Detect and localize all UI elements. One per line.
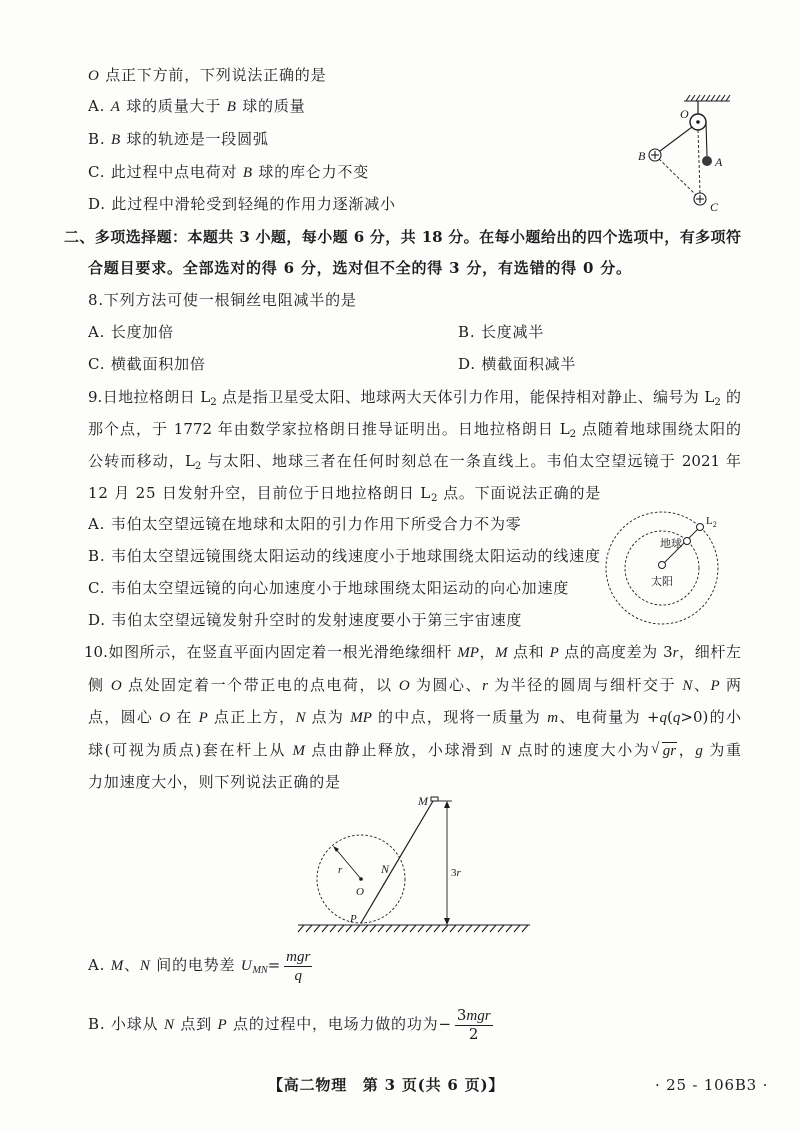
q7-option-b: [88, 128, 269, 150]
text-run: 的: [720, 388, 741, 406]
subscript: 2: [431, 493, 438, 505]
dashed-line-oc: [698, 130, 700, 193]
ball-a: [702, 156, 712, 166]
text-run: 合题目要求。全部选对的得 6 分，选对但不全的得 3 分，有选错的得 0 分。: [88, 259, 632, 277]
text-run: 点为: [305, 708, 351, 726]
label-height: [451, 867, 462, 879]
text-run: 点是指卫星受太阳、地球两大天体引力作用，能保持相对静止、编号为 L: [216, 388, 715, 406]
q9-option-a: [88, 513, 522, 535]
label-l2-letter: L: [706, 515, 713, 527]
text-run: A.: [88, 956, 111, 974]
label-o: O: [680, 107, 689, 121]
label-l2-subscript: 2: [712, 520, 717, 529]
math-variable: A: [110, 99, 121, 115]
text-run: 12 月 25 日发射升空，目前位于日地拉格朗日 L: [88, 484, 432, 502]
fraction: [284, 948, 312, 985]
sun: [659, 562, 666, 569]
text-run: 球(可视为质点)套在杆上从: [88, 741, 293, 759]
label-n: N: [381, 862, 390, 876]
text-run: 与太阳、地球三者在任何时刻总在一条直线上。韦伯太空望远镜于 2021 年: [201, 452, 741, 470]
text-run: 为圆心、: [409, 676, 483, 694]
math-variable: B: [110, 132, 121, 148]
text-run: 点时的速度大小为: [510, 741, 651, 759]
fraction-numerator: [284, 948, 312, 967]
q9-option-b: [88, 545, 601, 567]
math-variable: O: [110, 678, 122, 694]
figure-pulley-charges: [630, 92, 740, 217]
label-height-variable: r: [456, 867, 461, 879]
q10-option-b: [88, 1005, 496, 1043]
section-2-instructions-line-2: [88, 257, 632, 279]
math-variable: r: [672, 645, 679, 661]
label-l2: [706, 515, 717, 529]
label-r: r: [338, 864, 343, 876]
q10-stem-line-1: [84, 641, 741, 663]
text-run: 、电荷量为 +: [558, 708, 660, 726]
math-variable: N: [295, 710, 306, 726]
text-run: 公转而移动，L: [88, 452, 195, 470]
text-run: 点随着地球围绕太阳的: [576, 420, 741, 438]
q9-stem-line-3: [88, 450, 741, 472]
ceiling: [684, 95, 730, 101]
q10-stem-line-4: [88, 739, 741, 761]
text-run: 球的轨迹是一段圆弧: [120, 130, 269, 148]
math-variable: mgr: [286, 948, 311, 965]
math-variable: q: [672, 710, 681, 726]
q8-option-c: [88, 353, 206, 375]
math-variable: P: [549, 645, 559, 661]
text-run: 点由静止释放，小球滑到: [305, 741, 501, 759]
charged-ball-b: [649, 149, 661, 161]
ground: [298, 925, 530, 932]
text-run: 二、多项选择题：本题共 3 小题，每小题 6 分，共 18 分。在每小题给出的四个选项中，有多项符: [64, 228, 741, 246]
text-run: 点和: [507, 643, 550, 661]
q9-stem-line-2: [88, 418, 741, 440]
math-variable: N: [500, 743, 511, 759]
text-run: ，细杆左: [678, 643, 741, 661]
math-variable: N: [163, 1017, 175, 1033]
subscript: 2: [194, 461, 202, 473]
section-2-instructions-line-1: [64, 226, 741, 248]
q9-stem-line-4: [88, 482, 601, 504]
text-run: 为重: [702, 741, 741, 759]
text-run: B. 韦伯太空望远镜围绕太阳运动的线速度小于地球围绕太阳运动的线速度: [88, 547, 601, 565]
text-run: 力加速度大小，则下列说法正确的是: [88, 773, 341, 791]
q7-option-d: [88, 193, 396, 215]
math-variable: MP: [350, 710, 372, 726]
text-run: B. 长度减半: [458, 323, 545, 341]
math-variable: MP: [457, 645, 479, 661]
math-variable: O: [88, 68, 100, 84]
subscript: 2: [569, 429, 577, 441]
math-variable: q: [294, 967, 302, 984]
q9-stem-line-1: [88, 386, 741, 408]
math-variable: P: [198, 710, 208, 726]
text-run: 点正下方前，下列说法正确的是: [99, 66, 327, 84]
text-run: 点到: [174, 1015, 218, 1033]
text-run: 点的过程中，电场力做的功为−: [227, 1015, 452, 1033]
q8-stem: [88, 289, 357, 311]
math-variable: M: [110, 958, 125, 974]
subscript: 2: [714, 397, 721, 409]
text-run: A. 长度加倍: [88, 323, 174, 341]
fraction-denominator: [294, 967, 302, 985]
math-variable: g: [695, 743, 703, 759]
q10-stem-line-2: [88, 674, 741, 696]
q8-option-a: [88, 321, 174, 343]
math-variable: m: [547, 710, 559, 726]
q10-stem-line-3: [88, 706, 741, 728]
text-run: 球的质量: [236, 97, 306, 115]
text-run: 侧: [88, 676, 111, 694]
q10-option-a: [88, 946, 315, 984]
text-run: C. 此过程中点电荷对: [88, 163, 243, 181]
text-run: 8.下列方法可使一根铜丝电阻减半的是: [88, 291, 357, 309]
q10-option-a-text: [88, 956, 282, 977]
math-variable: N: [139, 958, 151, 974]
text-run: 10.如图所示，在竖直平面内固定着一根光滑绝缘细杆: [84, 643, 458, 661]
figure-sun-earth-l2: [598, 505, 733, 635]
text-run: D. 此过程中滑轮受到轻绳的作用力逐渐减小: [88, 195, 396, 213]
text-run: D. 横截面积减半: [458, 355, 577, 373]
q7-option-c: [88, 161, 369, 183]
subscript: 2: [210, 397, 217, 409]
text-run: C. 横截面积加倍: [88, 355, 206, 373]
text-run: ，: [677, 741, 696, 759]
text-run: 点处固定着一个带正电的点电荷，以: [121, 676, 399, 694]
rope-to-b: [660, 127, 692, 151]
text-run: A. 韦伯太空望远镜在地球和太阳的引力作用下所受合力不为零: [88, 515, 522, 533]
text-run: 间的电势差: [150, 956, 241, 974]
text-run: 球的库仑力不变: [252, 163, 369, 181]
earth: [684, 538, 691, 545]
label-sun: 太阳: [651, 576, 673, 588]
point-charge-c: [694, 193, 706, 205]
text-run: 点正上方，: [207, 708, 296, 726]
text-run: B. 小球从: [88, 1015, 164, 1033]
text-run: C. 韦伯太空望远镜的向心加速度小于地球围绕太阳运动的向心加速度: [88, 579, 570, 597]
text-run: 、: [692, 676, 711, 694]
label-height-number: 3: [451, 867, 457, 879]
text-run: 那个点，于 1772 年由数学家拉格朗日推导证明出。日地拉格朗日 L: [88, 420, 570, 438]
q9-option-d: [88, 609, 522, 631]
label-a: A: [715, 155, 723, 169]
math-variable: P: [217, 1017, 228, 1033]
text-run: ，: [478, 643, 496, 661]
text-run: D. 韦伯太空望远镜发射升空时的发射速度要小于第三宇宙速度: [88, 611, 523, 629]
text-run: 、: [124, 956, 140, 974]
text-run: (: [667, 708, 673, 726]
math-variable: B: [226, 99, 237, 115]
text-run: 3: [456, 1006, 467, 1024]
text-run: 球的质量大于: [120, 97, 227, 115]
label-c: C: [710, 200, 719, 214]
q8-option-d: [458, 353, 576, 375]
label-p: P: [350, 913, 357, 925]
footer-code: · 25 - 106B3 ·: [655, 1076, 769, 1094]
label-b: B: [638, 149, 646, 163]
text-run: 2: [468, 1025, 479, 1043]
math-variable: O: [398, 678, 410, 694]
text-run: 两: [719, 676, 741, 694]
text-run: A.: [88, 97, 111, 115]
math-variable: mgr: [466, 1008, 491, 1024]
math-variable: B: [242, 165, 253, 181]
math-variable: N: [682, 678, 693, 694]
fraction-denominator: [469, 1026, 479, 1043]
math-variable: r: [482, 678, 488, 694]
footer-page-info: 【高二物理 第 3 页(共 6 页)】: [268, 1076, 505, 1094]
figure-rod-circle-charge: [290, 788, 540, 938]
text-run: >0)的小: [680, 708, 741, 726]
fraction-numerator: [455, 1007, 493, 1026]
q7-option-a: [88, 95, 305, 117]
q8-option-b: [458, 321, 544, 343]
text-run: 点。下面说法正确的是: [437, 484, 602, 502]
label-m: M: [418, 794, 428, 808]
text-run: B.: [88, 130, 111, 148]
text-run: 9.日地拉格朗日 L: [88, 388, 211, 406]
fraction: [455, 1007, 493, 1043]
l2-point: [697, 524, 704, 531]
q7-stem: [88, 64, 326, 86]
text-run: 点，圆心: [88, 708, 160, 726]
text-run: 在: [170, 708, 199, 726]
math-variable: M: [292, 743, 305, 759]
height-arrow-bottom: [444, 918, 450, 925]
rod-mount: [431, 797, 438, 801]
q9-option-c: [88, 577, 569, 599]
math-variable: P: [710, 678, 720, 694]
math-variable: q: [659, 710, 668, 726]
pulley-axle: [696, 120, 700, 124]
label-earth: 地球: [660, 538, 682, 550]
math-variable: U: [240, 958, 253, 974]
square-root: √ gr: [662, 742, 677, 759]
text-run: =: [267, 956, 282, 974]
dashed-line-bc: [659, 159, 696, 195]
label-o: O: [356, 886, 364, 898]
text-run: 点的高度差为 3: [558, 643, 673, 661]
q10-option-b-text: [88, 1015, 452, 1033]
text-run: 的中点，现将一质量为: [371, 708, 548, 726]
rope-to-a: [706, 122, 707, 156]
subscript: MN: [252, 965, 268, 977]
math-variable: O: [159, 710, 171, 726]
text-run: 为半径的圆周与细杆交于: [487, 676, 683, 694]
height-arrow-top: [444, 801, 450, 808]
math-variable: M: [495, 645, 508, 661]
